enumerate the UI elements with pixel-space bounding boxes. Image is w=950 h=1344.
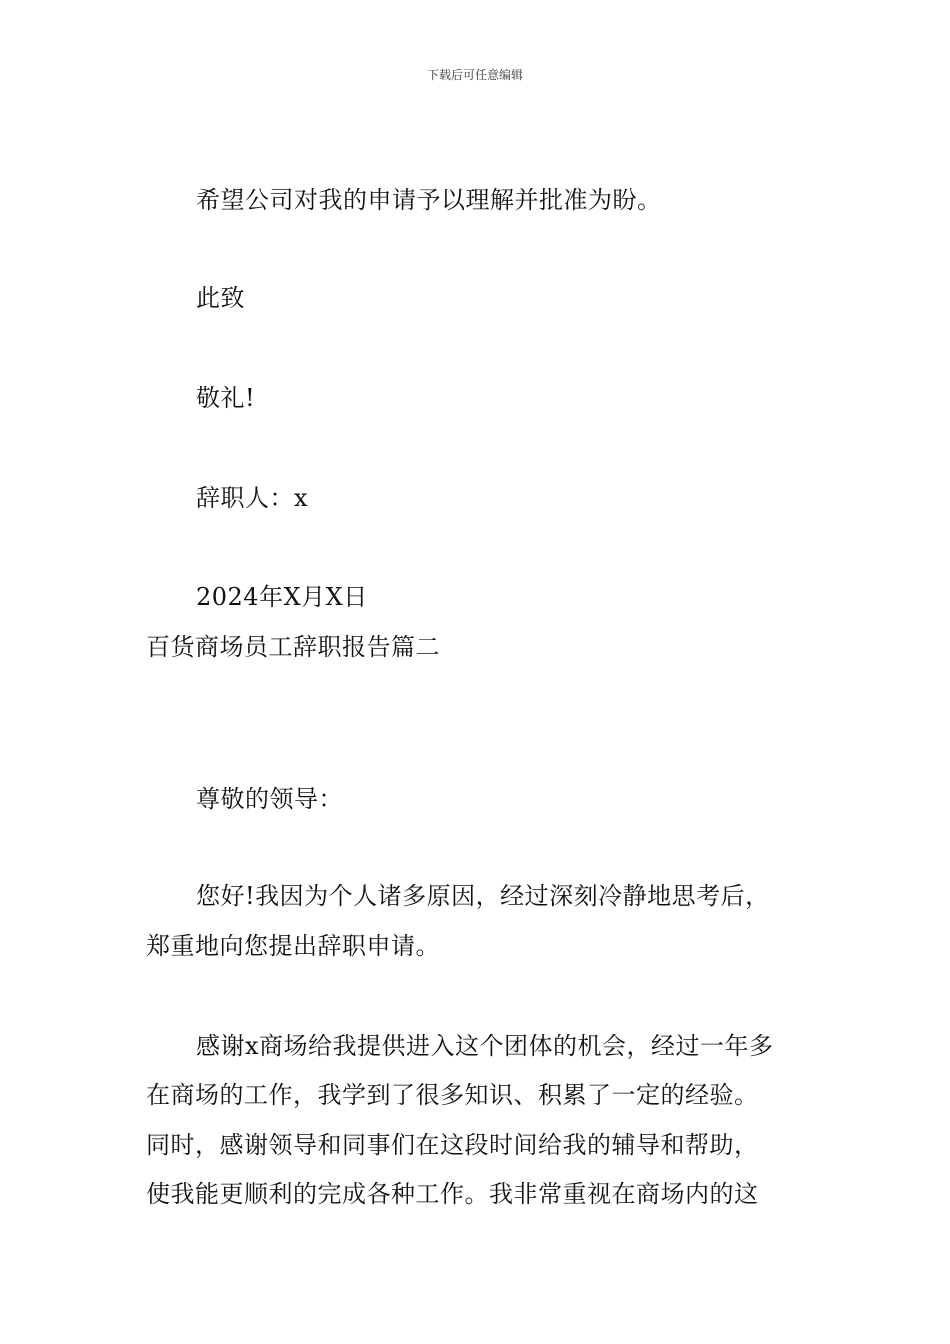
signature-line: 辞职人：x [196,484,309,512]
paragraph-1-line-1: 您好!我因为个人诸多原因，经过深刻冷静地思考后， [196,882,770,910]
paragraph-2-line-4: 使我能更顺利的完成各种工作。我非常重视在商场内的这 [146,1180,759,1208]
closing-request-line: 希望公司对我的申请予以理解并批准为盼。 [196,186,662,214]
paragraph-2-line-1: 感谢x商场给我提供进入这个团体的机会，经过一年多 [196,1032,774,1060]
section-title: 百货商场员工辞职报告篇二 [146,633,440,661]
paragraph-1-line-2: 郑重地向您提出辞职申请。 [146,932,440,960]
date-line: 2024年X月X日 [196,583,368,611]
salutation-line-2: 敬礼! [196,384,256,412]
page-header: 下载后可任意编辑 [426,68,523,82]
paragraph-2-line-2: 在商场的工作，我学到了很多知识、积累了一定的经验。 [146,1081,759,1109]
paragraph-2-line-3: 同时，感谢领导和同事们在这段时间给我的辅导和帮助， [146,1131,759,1159]
salutation-line-1: 此致 [196,284,245,312]
greeting-line: 尊敬的领导： [196,785,343,813]
